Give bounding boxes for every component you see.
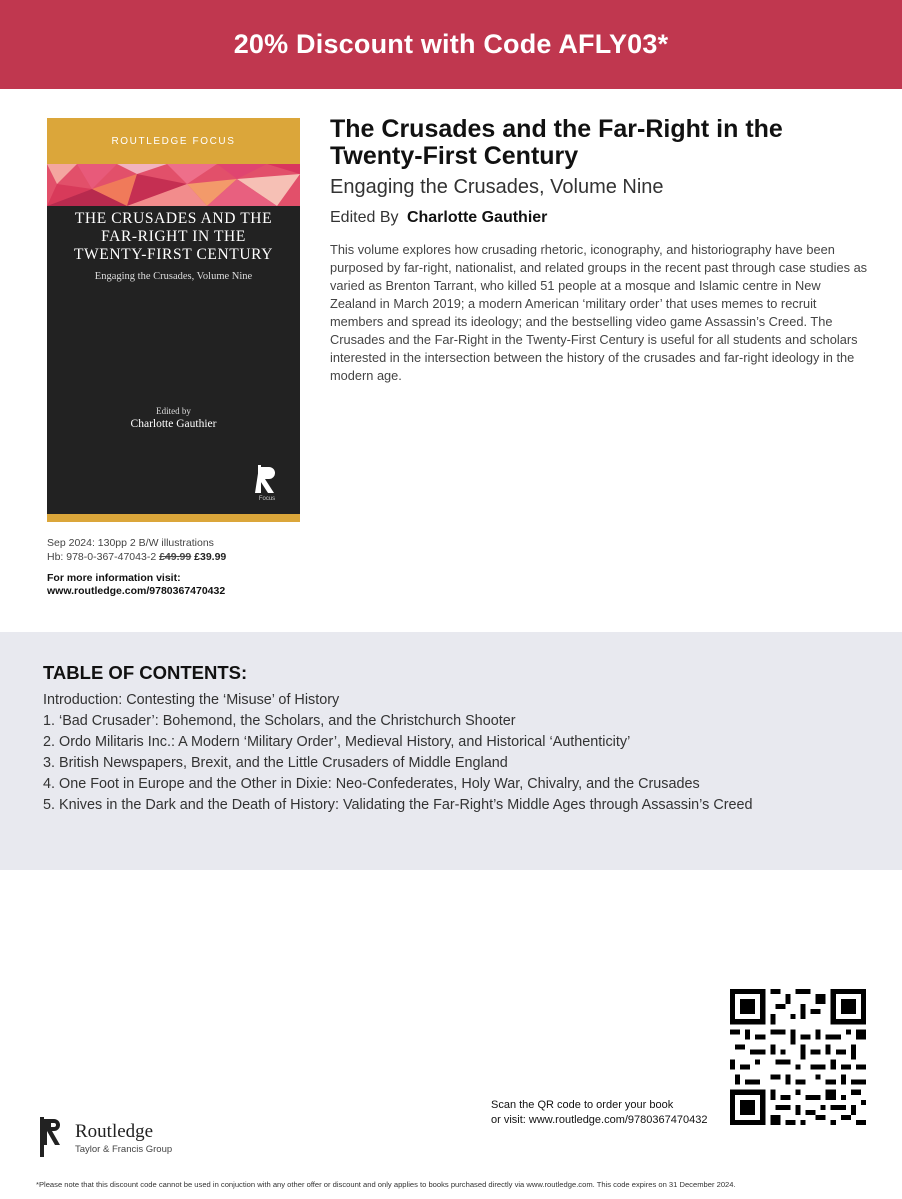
cover-title [57, 210, 290, 264]
cover-title-line: FAR-RIGHT IN THE [101, 228, 246, 245]
toc-item: 4. One Foot in Europe and the Other in Dixie: Neo-Confederates, Holy War, Chivalry, and the Crusades [43, 776, 700, 792]
book-details [47, 536, 226, 564]
routledge-logo-icon [40, 1117, 62, 1157]
old-price: £49.99 [159, 551, 192, 563]
book-format-line: Sep 2024: 130pp 2 B/W illustrations [47, 537, 214, 549]
cover-series-band [47, 118, 300, 164]
cover-subtitle: Engaging the Crusades, Volume Nine [94, 271, 253, 282]
cover-title-line: TWENTY-FIRST CENTURY [73, 246, 273, 263]
toc-item: 3. British Newspapers, Brexit, and the Little Crusaders of Middle England [43, 755, 508, 771]
book-subtitle: Engaging the Crusades, Volume Nine [330, 176, 664, 198]
cover-mosaic-art [47, 164, 300, 206]
toc-item: 2. Ordo Militaris Inc.: A Modern ‘Military Order’, Medieval History, and Historical ‘Authenticity’ [43, 734, 631, 750]
book-description: This volume explores how crusading rhetoric, iconography, and historiography have been purposed by far-right, nationalist, and related groups in the recent past through case studies as varied as Brenton Tarrant, who killed 51 people at a mosque and Islamic centre in New Zealand in March 2019; a modern American ‘military order’ that uses memes to recruit members and spread its ideology; and the bestselling video game Assassin’s Creed. The Crusades and the Far-Right in the Twenty-First Century is useful for all students and scholars interested in the intersection between the history of the crusades and far-right ideology in the modern age. [330, 242, 868, 383]
more-info-label: For more information visit: [47, 572, 181, 584]
discount-footnote: *Please note that this discount code cannot be used in conjuction with any other offer or discount and only applies to books purchased directly via www.routledge.com. This code expires on 31 December 2024. [36, 1180, 736, 1189]
publisher-name: Routledge [75, 1121, 154, 1142]
discount-banner-text: 20% Discount with Code AFLY03* [233, 29, 669, 59]
scan-text: Scan the QR code to order your book [491, 1099, 674, 1111]
isbn: Hb: 978-0-367-47043-2 [47, 551, 157, 563]
toc-item: 1. ‘Bad Crusader’: Bohemond, the Scholars, and the Christchurch Shooter [43, 713, 516, 729]
toc-item: 5. Knives in the Dark and the Death of History: Validating the Far-Right’s Middle Ages through Assassin’s Creed [43, 797, 753, 813]
toc-item: Introduction: Contesting the ‘Misuse’ of History [43, 692, 340, 708]
cover-series-label: ROUTLEDGE FOCUS [111, 135, 236, 147]
edited-by-label: Edited By [330, 209, 399, 226]
visit-link[interactable]: or visit: www.routledge.com/9780367470432 [491, 1114, 708, 1126]
order-instructions [491, 1098, 707, 1128]
cover-logo-label: Focus [258, 496, 276, 502]
toc-heading: TABLE OF CONTENTS: [43, 662, 248, 683]
book-editor [330, 209, 547, 227]
cover-title-line: THE CRUSADES AND THE [74, 210, 273, 227]
discount-banner [0, 0, 902, 89]
more-info-link[interactable]: www.routledge.com/9780367470432 [47, 585, 226, 597]
publisher-tagline: Taylor & Francis Group [75, 1144, 173, 1155]
new-price: £39.99 [194, 551, 227, 563]
qr-code-icon[interactable] [730, 988, 866, 1126]
toc-list [43, 690, 753, 816]
cover-bottom-band [47, 514, 300, 522]
more-info [47, 572, 225, 598]
table-of-contents [0, 632, 902, 870]
cover-edited-by: Edited by [156, 406, 191, 416]
cover-editor: Charlotte Gauthier [130, 418, 217, 430]
book-isbn-price [47, 550, 226, 564]
book-cover [47, 118, 300, 522]
editor-name: Charlotte Gauthier [406, 209, 548, 226]
book-title: The Crusades and the Far-Right in the Twenty-First Century [330, 115, 783, 170]
